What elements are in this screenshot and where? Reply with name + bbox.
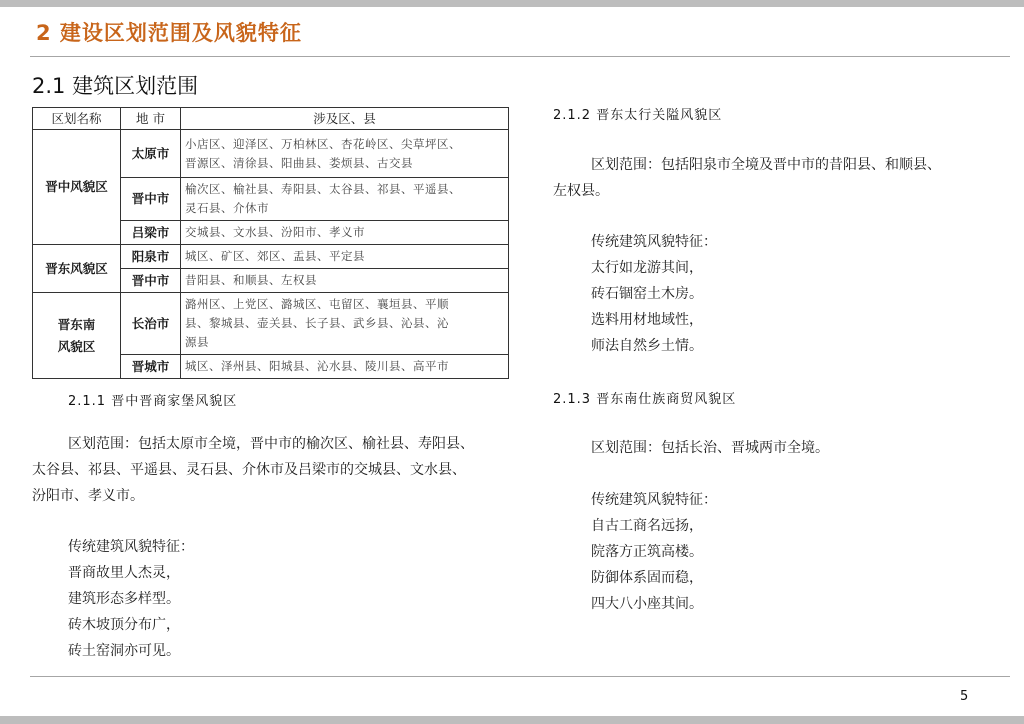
counties-cell [181, 355, 509, 379]
column-header-city: 地 市 [121, 108, 181, 130]
page-number: 5 [960, 689, 969, 704]
scope-paragraph-2-1-1 [32, 431, 522, 509]
city-cell: 晋中市 [121, 178, 181, 221]
column-header-counties: 涉及区、县 [181, 108, 509, 130]
counties-line: 城区、泽州县、阳城县、沁水县、陵川县、高平市 [185, 359, 449, 373]
region-name: 晋东风貌区 [45, 260, 108, 276]
table-row [33, 130, 509, 178]
counties-line: 县、黎城县、壶关县、长子县、武乡县、沁县、沁 [185, 316, 449, 330]
feature-title: 传统建筑风貌特征： [591, 234, 717, 250]
feature-block-2-1-3 [591, 487, 891, 617]
counties-line: 交城县、文水县、汾阳市、孝义市 [185, 225, 365, 239]
subsection-heading-2-1-1: 2.1.1 晋中晋商家堡风貌区 [68, 394, 238, 409]
scope-line: 汾阳市、孝义市。 [32, 488, 144, 504]
feature-title: 传统建筑风貌特征： [68, 539, 194, 555]
scope-line: 太谷县、祁县、平遥县、灵石县、介休市及吕梁市的交城县、文水县、 [32, 462, 466, 478]
header-divider [30, 56, 1010, 57]
counties-line: 潞州区、上党区、潞城区、屯留区、襄垣县、平顺 [185, 297, 449, 311]
feature-title: 传统建筑风貌特征： [591, 492, 717, 508]
city-cell: 阳泉市 [121, 245, 181, 269]
subsection-heading-2-1-3: 2.1.3 晋东南仕族商贸风貌区 [553, 392, 737, 407]
counties-line: 源县 [185, 335, 209, 349]
scope-paragraph-2-1-3 [591, 435, 991, 461]
region-name-line: 风貌区 [57, 338, 96, 354]
city-cell: 太原市 [121, 130, 181, 178]
region-name: 晋中风貌区 [45, 179, 108, 194]
counties-line: 灵石县、介休市 [185, 201, 269, 215]
table-header-row [33, 108, 509, 130]
subsection-heading-2-1-2: 2.1.2 晋东太行关隘风貌区 [553, 108, 723, 123]
city-cell: 晋中市 [121, 269, 181, 293]
feature-line: 建筑形态多样型。 [68, 591, 180, 607]
table-row [33, 245, 509, 269]
counties-line: 晋源区、清徐县、阳曲县、娄烦县、古交县 [185, 155, 413, 170]
bottom-border-bar [0, 716, 1024, 724]
region-table [32, 107, 509, 379]
counties-cell [181, 245, 509, 269]
counties-cell [181, 130, 509, 178]
region-name-cell [33, 130, 121, 245]
feature-line: 砖木坡顶分布广， [68, 617, 180, 633]
region-name-cell [33, 293, 121, 379]
scope-paragraph-2-1-2 [553, 152, 993, 204]
feature-block-2-1-1 [68, 534, 368, 664]
scope-line: 左权县。 [553, 183, 609, 199]
document-title: 2 建设区划范围及风貌特征 [36, 21, 302, 45]
region-name-cell [33, 245, 121, 293]
feature-line: 防御体系固而稳， [591, 570, 703, 586]
scope-line: 区划范围：包括太原市全境，晋中市的榆次区、榆社县、寿阳县、 [68, 436, 474, 452]
counties-cell [181, 221, 509, 245]
footer-divider [30, 676, 1010, 677]
city-cell: 长治市 [121, 293, 181, 355]
table-row [33, 293, 509, 355]
feature-line: 院落方正筑高楼。 [591, 544, 703, 560]
top-border-bar [0, 0, 1024, 7]
feature-line: 自古工商名远扬， [591, 518, 703, 534]
counties-cell [181, 178, 509, 221]
counties-cell [181, 269, 509, 293]
counties-line: 榆次区、榆社县、寿阳县、太谷县、祁县、平遥县、 [185, 182, 461, 196]
column-header-region: 区划名称 [33, 108, 121, 130]
feature-line: 选料用材地域性， [591, 312, 703, 328]
city-cell: 吕梁市 [121, 221, 181, 245]
feature-line: 砖石锢窑土木房。 [591, 286, 703, 302]
region-name-line: 晋东南 [57, 316, 96, 332]
counties-line: 小店区、迎泽区、万柏林区、杏花岭区、尖草坪区、 [185, 136, 461, 151]
feature-line: 晋商故里人杰灵， [68, 565, 180, 581]
feature-block-2-1-2 [591, 229, 891, 359]
counties-line: 城区、矿区、郊区、盂县、平定县 [185, 249, 365, 263]
section-heading: 2.1 建筑区划范围 [32, 74, 199, 98]
feature-line: 砖土窑洞亦可见。 [68, 643, 180, 659]
feature-line: 师法自然乡土情。 [591, 338, 703, 354]
feature-line: 四大八小座其间。 [591, 596, 703, 612]
counties-line: 昔阳县、和顺县、左权县 [185, 273, 317, 287]
scope-line: 区划范围：包括长治、晋城两市全境。 [591, 440, 829, 456]
city-cell: 晋城市 [121, 355, 181, 379]
counties-cell [181, 293, 509, 355]
feature-line: 太行如龙游其间， [591, 260, 703, 276]
scope-line: 区划范围：包括阳泉市全境及晋中市的昔阳县、和顺县、 [591, 157, 941, 173]
